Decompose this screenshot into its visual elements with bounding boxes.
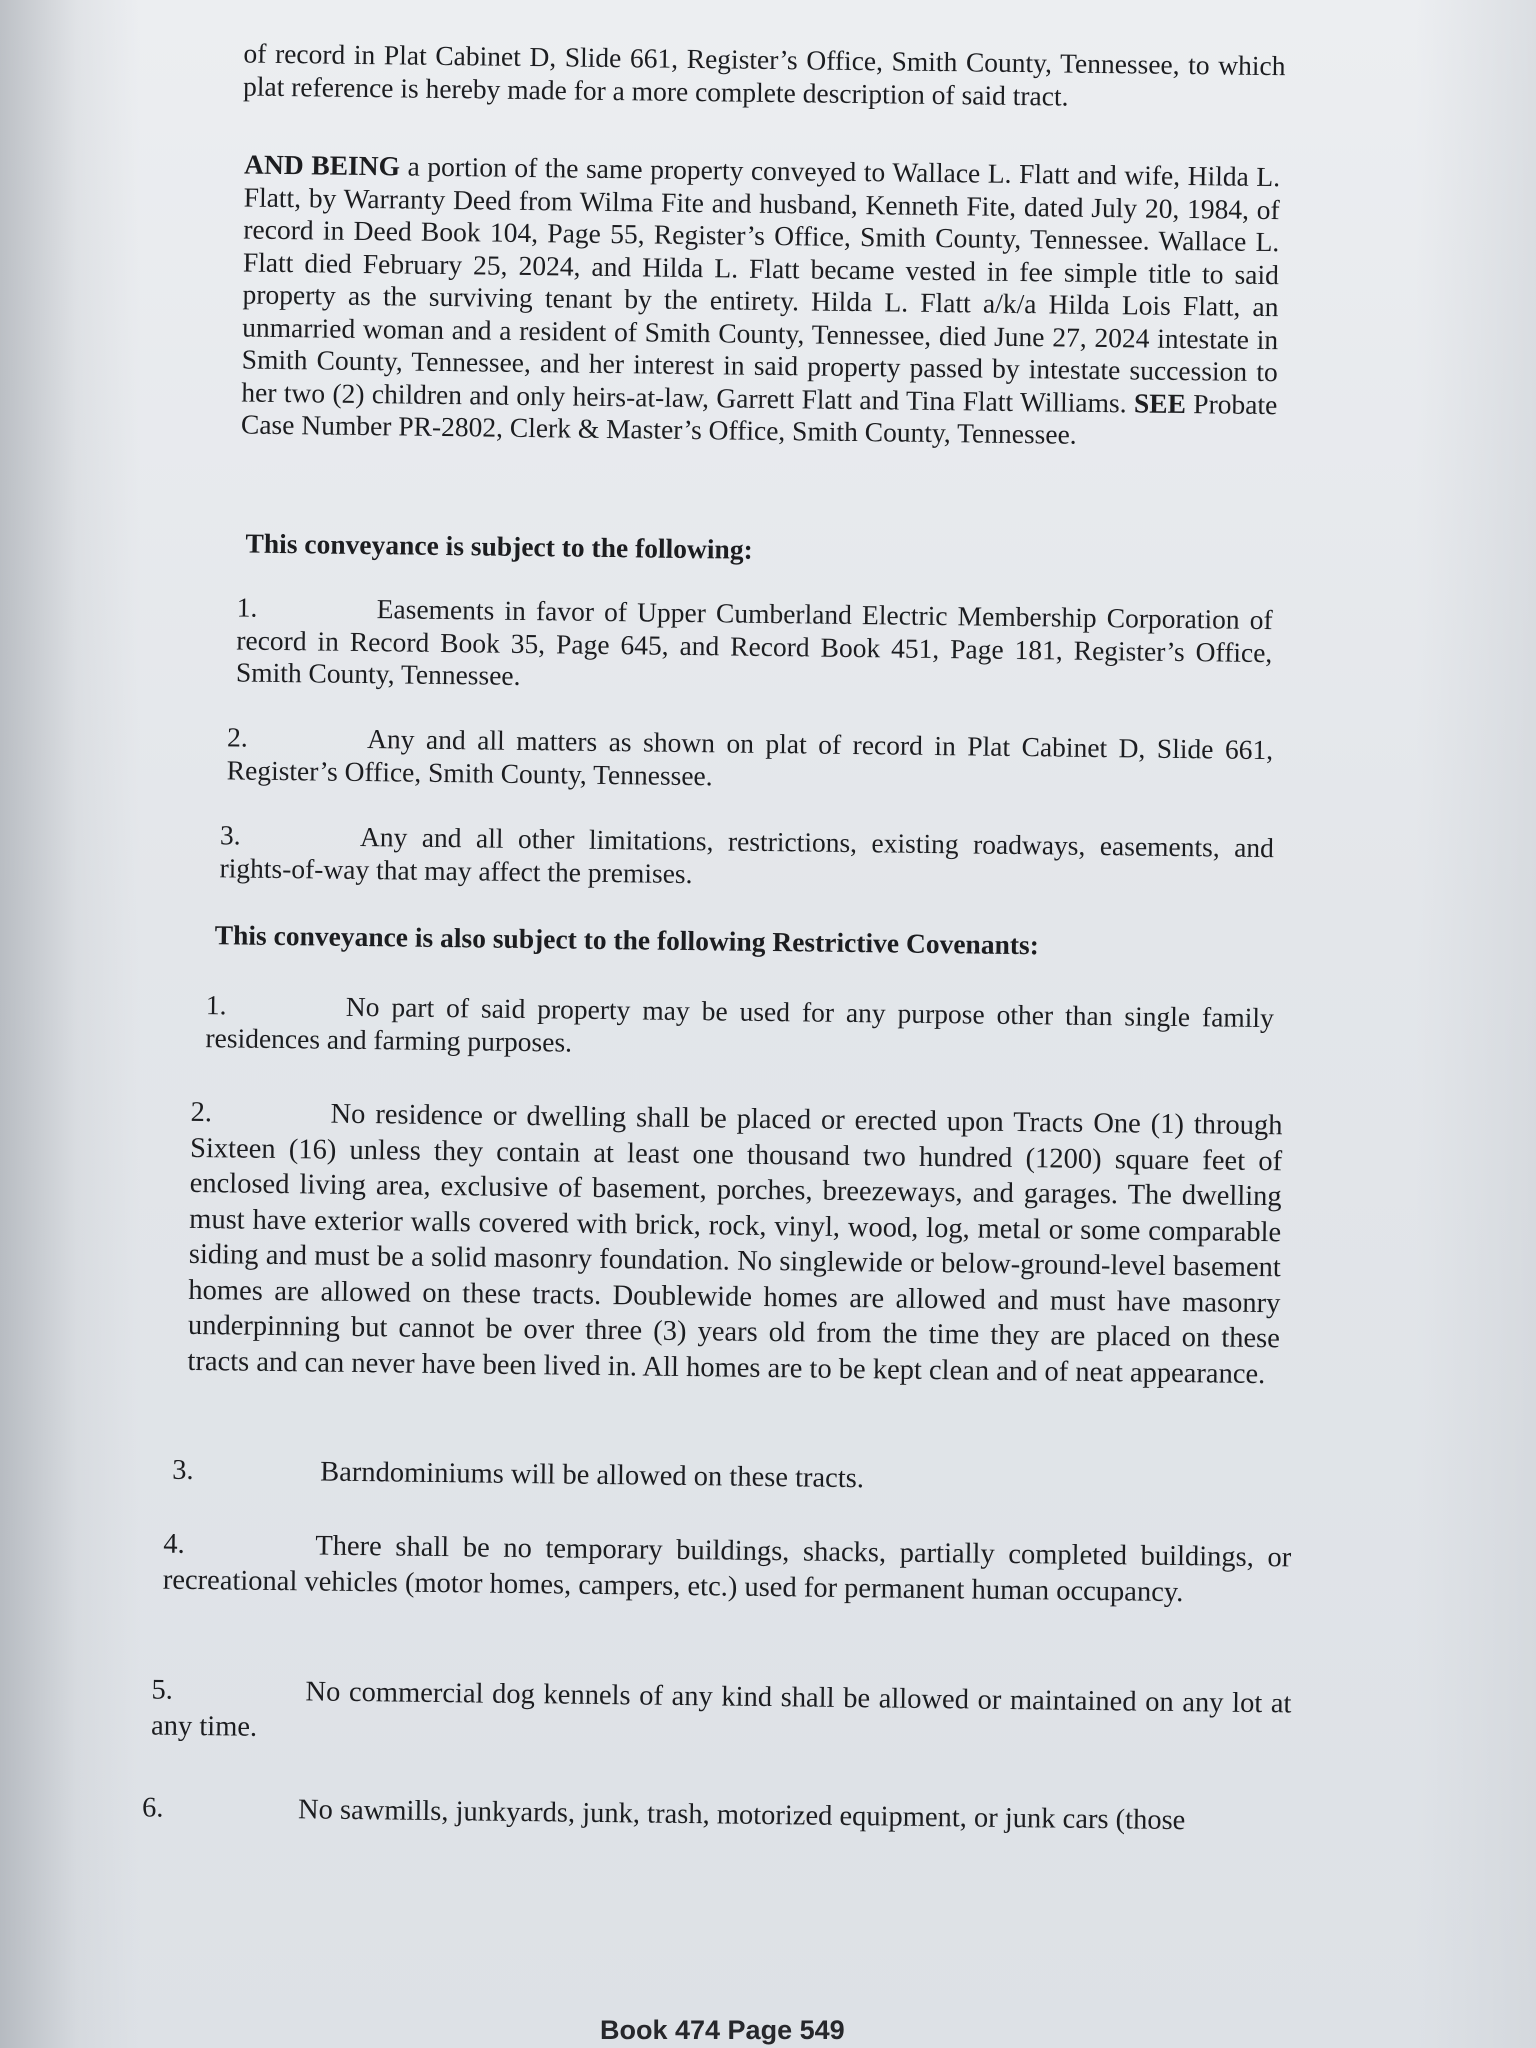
covenant-item-5 <box>151 1672 1292 1757</box>
item-text: Any and all other limitations, restrictions, existing roadways, easements, and rights-of-way that may affect the premises. <box>219 820 1275 889</box>
covenant-item-4 <box>163 1527 1292 1612</box>
item-number: 4. <box>163 1528 185 1560</box>
item-text: No part of said property may be used for any purpose other than single family residences and farming purposes. <box>205 990 1275 1058</box>
item-text: Barndominiums will be allowed on these tracts. <box>320 1456 865 1495</box>
paragraph-plat-reference: of record in Plat Cabinet D, Slide 661, Register’s Office, Smith County, Tennessee, to which plat reference is hereby made for a more complete description of said tract. <box>242 37 1286 112</box>
item-number: 1. <box>236 591 258 623</box>
see-lead: SEE <box>1133 386 1187 419</box>
page-footer-book-page: Book 474 Page 549 <box>600 2015 845 2045</box>
item-number: 3. <box>172 1454 194 1486</box>
heading-subject-to: This conveyance is subject to the following: <box>245 527 753 565</box>
item-text: No commercial dog kennels of any kind shall be allowed or maintained on any lot at any time. <box>150 1676 1292 1743</box>
item-text: Any and all matters as shown on plat of record in Plat Cabinet D, Slide 661, Register’s Office, Smith County, Tennessee. <box>226 723 1274 791</box>
item-number: 1. <box>205 989 227 1021</box>
subject-item-1 <box>236 591 1273 701</box>
page-shadow-right <box>1416 0 1536 2048</box>
item-text: Easements in favor of Upper Cumberland Electric Membership Corporation of record in Record Book 35, Page 645, and Record Book 451, Page 181, Register’s Office, Smith County, Tennessee. <box>235 593 1273 691</box>
and-being-text-end: Probate Case Number PR-2802, Clerk & Master’s Office, Smith County, Tennessee. <box>240 387 1278 450</box>
and-being-text: a portion of the same property conveyed to Wallace L. Flatt and wife, Hilda L. Flatt, by Warranty Deed from Wilma Fite and husband, Kenneth Fite, dated July 20, 1984, of record in Deed Book 104, Page 55, Register’s Office, Smith County, Tennessee. Wallace L. Flatt died February 25, 2024, and Hilda L. Flatt became vested in fee simple title to said property as the surviving tenant by the entirety. Hilda L. Flatt a/k/a Hilda Lois Flatt, an unmarried woman and a resident of Smith County, Tennessee, died June 27, 2024 intestate in Smith County, Tennessee, and her interest in said property passed by intestate succession to her two (2) children and only heirs-at-law, Garrett Flatt and Tina Flatt Williams. <box>241 150 1281 418</box>
paragraph-and-being <box>241 149 1280 454</box>
page-shadow-left <box>0 0 140 2048</box>
item-text: There shall be no temporary buildings, shacks, partially completed buildings, or recreational vehicles (motor homes, campers, etc.) used for permanent human occupancy. <box>162 1530 1292 1608</box>
item-number: 2. <box>226 721 248 753</box>
item-number: 2. <box>190 1096 213 1129</box>
subject-item-2 <box>227 721 1274 799</box>
item-text: No sawmills, junkyards, junk, trash, motorized equipment, or junk cars (those <box>297 1794 1186 1837</box>
and-being-lead: AND BEING <box>243 148 401 182</box>
covenant-item-1 <box>205 989 1274 1067</box>
item-number: 3. <box>219 819 241 851</box>
covenant-item-6 <box>142 1790 1302 1840</box>
item-text: No residence or dwelling shall be placed or erected upon Tracts One (1) through Sixteen (16) unless they contain at least one thousand two hundred (1200) square feet of enclosed living area, exclusive of basement, porches, breezeways, and garages. The dwelling must have exterior walls covered with brick, rock, vinyl, wood, log, metal or some comparable siding and must be a solid masonry foundation. No singlewide or below-ground-level basement homes are allowed on these tracts. Doublewide homes are allowed and must have masonry underpinning but cannot be over three (3) years old from the time they are placed on these tracts and can never have been lived in. All homes are to be kept clean and of neat appearance. <box>187 1098 1283 1390</box>
item-number: 5. <box>151 1674 174 1706</box>
covenant-item-2 <box>187 1095 1282 1392</box>
covenant-item-3 <box>172 1453 1282 1502</box>
item-number: 6. <box>141 1792 164 1824</box>
heading-restrictive-covenants: This conveyance is also subject to the following Restrictive Covenants: <box>214 919 1040 961</box>
subject-item-3 <box>219 819 1274 897</box>
